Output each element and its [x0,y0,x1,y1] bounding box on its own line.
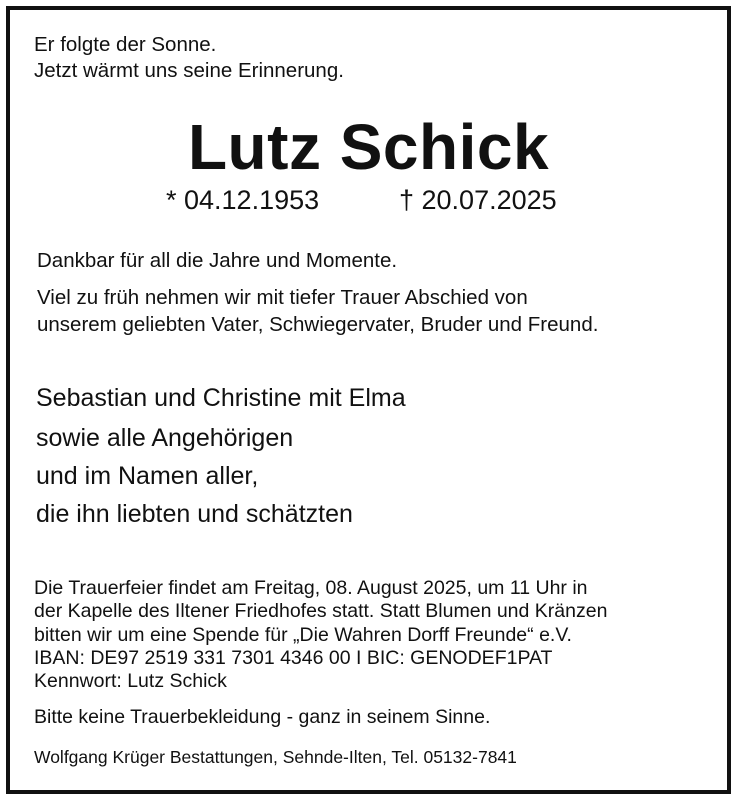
mourner-line-2: sowie alle Angehörigen [36,424,294,452]
death-date: † 20.07.2025 [399,185,557,215]
farewell-line-1: Viel zu früh nehmen wir mit tiefer Trauer Abschied von [37,286,528,309]
funeral-info-line-3: bitten wir um eine Spende für „Die Wahren Dorff Freunde“ e.V. [34,624,572,646]
funeral-info-line-4: IBAN: DE97 2519 331 7301 4346 00 I BIC: GENODEF1PAT [34,647,553,669]
funeral-info-line-1: Die Trauerfeier findet am Freitag, 08. August 2025, um 11 Uhr in [34,577,588,599]
mourner-line-4: die ihn liebten und schätzten [36,500,353,528]
funeral-info-line-5: Kennwort: Lutz Schick [34,670,227,692]
birth-date: * 04.12.1953 [166,185,320,215]
motto-line-2: Jetzt wärmt uns seine Erinnerung. [34,59,344,82]
thanks-line: Dankbar für all die Jahre und Momente. [37,249,398,272]
farewell-line-2: unserem geliebten Vater, Schwiegervater, Bruder und Freund. [37,313,599,336]
undertaker-line: Wolfgang Krüger Bestattungen, Sehnde-Ilten, Tel. 05132-7841 [34,747,517,767]
mourner-line-3: und im Namen aller, [36,462,259,490]
funeral-info-line-2: der Kapelle des Iltener Friedhofes statt. Statt Blumen und Kränzen [34,600,608,622]
deceased-name: Lutz Schick [187,111,550,183]
dress-note: Bitte keine Trauerbekleidung - ganz in seinem Sinne. [34,706,491,728]
mourner-line-1: Sebastian und Christine mit Elma [36,384,406,412]
motto-line-1: Er folgte der Sonne. [34,33,217,56]
